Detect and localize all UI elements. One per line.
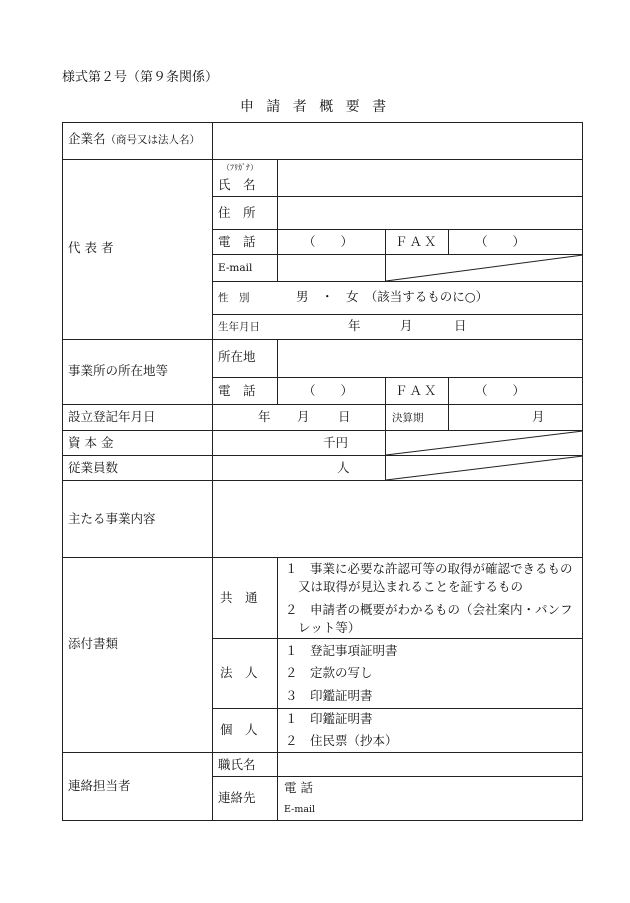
establishment-date-label: 設立登記年月日 <box>68 409 156 424</box>
document-title: 申 請 者 概 要 書 <box>239 99 391 115</box>
rep-address-label: 住 所 <box>218 205 256 220</box>
rep-name-label: 氏 名 <box>218 177 256 192</box>
rep-tel-area-code: （ ） <box>303 234 354 249</box>
contact-tel-label: 電 話 <box>284 780 313 795</box>
gender-label: 性 別 <box>218 292 250 304</box>
furigana-label: （ﾌﾘｶﾞﾅ） <box>222 163 258 172</box>
common-docs-label: 共 通 <box>220 590 258 605</box>
office-tel-area-code: （ ） <box>303 383 354 398</box>
common-doc-2-cont: レット等） <box>298 620 361 635</box>
office-tel-label: 電 話 <box>218 383 256 398</box>
attachments-label: 添付書類 <box>68 636 119 651</box>
capital-unit: 千円 <box>323 435 349 450</box>
employees-diagonal <box>386 456 583 480</box>
individual-doc-1: １ 印鑑証明書 <box>285 711 373 726</box>
rep-tel-label: 電 話 <box>218 234 256 249</box>
establishment-year-unit: 年 <box>258 409 271 424</box>
office-location-label: 事業所の所在地等 <box>68 363 169 378</box>
office-address-label: 所在地 <box>218 349 256 364</box>
email-diagonal <box>386 255 583 281</box>
business-content-label: 主たる事業内容 <box>68 511 156 526</box>
office-fax-area-code: （ ） <box>475 383 526 398</box>
common-doc-1: １ 事業に必要な許認可等の取得が確認できるもの <box>285 561 573 576</box>
form-number: 様式第２号（第９条関係） <box>62 70 219 85</box>
capital-diagonal <box>386 431 583 455</box>
office-fax-label: ＦＡＸ <box>395 383 439 398</box>
fiscal-month-unit: 月 <box>532 409 545 424</box>
contact-details-label: 連絡先 <box>218 790 256 805</box>
capital-label: 資 本 金 <box>68 435 114 450</box>
employees-unit: 人 <box>337 460 350 475</box>
individual-doc-2: ２ 住民票（抄本） <box>285 733 398 748</box>
rep-email-label: E-mail <box>218 262 253 274</box>
establishment-day-unit: 日 <box>338 409 351 424</box>
birth-month-unit: 月 <box>400 318 413 333</box>
establishment-month-unit: 月 <box>297 409 310 424</box>
birth-day-unit: 日 <box>454 318 467 333</box>
contact-position-name-label: 職氏名 <box>218 757 256 772</box>
employees-label: 従業員数 <box>68 460 119 475</box>
corporation-doc-2: ２ 定款の写し <box>285 665 373 680</box>
representative-label: 代 表 者 <box>68 240 114 255</box>
contact-person-label: 連絡担当者 <box>68 778 131 793</box>
rep-fax-label: ＦＡＸ <box>395 234 439 249</box>
corporation-doc-3: ３ 印鑑証明書 <box>285 688 373 703</box>
fiscal-period-label: 決算期 <box>392 412 424 424</box>
common-doc-2: ２ 申請者の概要がわかるもの（会社案内・パンフ <box>285 602 573 617</box>
contact-email-label: E-mail <box>284 804 316 815</box>
gender-options: 男 ・ 女 （該当するものに○） <box>296 289 489 304</box>
individual-docs-label: 個 人 <box>220 722 258 737</box>
corporation-doc-1: １ 登記事項証明書 <box>285 643 398 658</box>
corporation-docs-label: 法 人 <box>220 665 258 680</box>
birth-year-unit: 年 <box>348 318 361 333</box>
company-name-label: 企業名（商号又は法人名） <box>68 131 201 146</box>
rep-fax-area-code: （ ） <box>475 234 526 249</box>
common-doc-1-cont: 又は取得が見込まれることを証するもの <box>298 579 524 594</box>
birth-date-label: 生年月日 <box>218 321 260 333</box>
